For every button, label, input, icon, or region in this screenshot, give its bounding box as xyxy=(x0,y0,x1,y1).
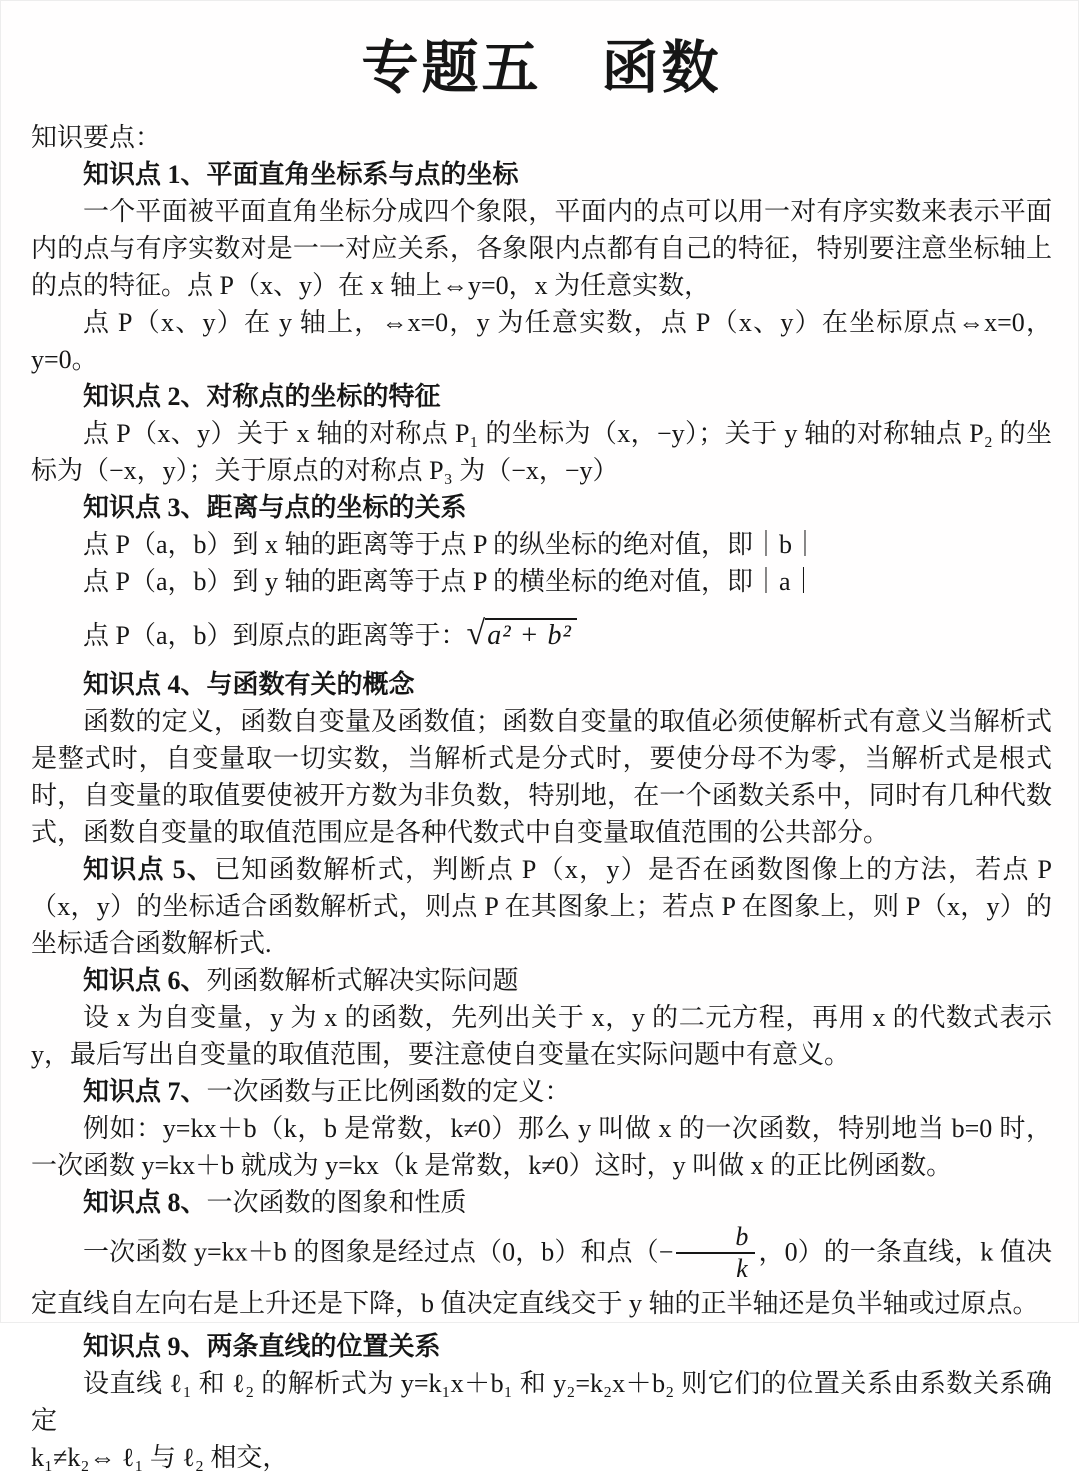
kp4-label: 知识点 4、 xyxy=(83,670,207,700)
kp3-para-2: 点 P（a，b）到 y 轴的距离等于点 P 的横坐标的绝对值，即｜a｜ xyxy=(83,567,817,597)
kp9-label: 知识点 9、 xyxy=(83,1331,207,1361)
kp3-title: 距离与点的坐标的关系 xyxy=(206,493,467,523)
kp5-label: 知识点 5、 xyxy=(83,855,215,885)
kp1-heading xyxy=(31,156,1052,193)
kp4-para-1: 函数的定义，函数自变量及函数值；函数自变量的取值必须使解析式有意义当解析式是整式时，自变量取一切实数，当解析式是分式时，要使分母不为零，当解析式是根式时，自变量的取值要使被开方数为非负数，特别地，在一个函数关系中，同时有几种代数式，函数自变量的取值范围应是各种代数式中自变量取值范围的公共部分。 xyxy=(31,707,1052,848)
kp6-heading xyxy=(31,962,1052,999)
kp2-heading xyxy=(31,378,1052,415)
kp3-label: 知识点 3、 xyxy=(83,493,207,523)
kp9-para-2: k₁≠k₂⇔ ℓ₁ 与 ℓ₂ 相交， xyxy=(31,1442,289,1472)
kp1-title: 平面直角坐标系与点的坐标 xyxy=(206,160,519,190)
kp4-title: 与函数有关的概念 xyxy=(206,670,415,700)
kp2-para-1: 点 P（x、y）关于 x 轴的对称点 P₁ 的坐标为（x，−y）；关于 y 轴的对称轴点 P₂ 的坐标为（−x，y）；关于原点的对称点 P₃ 为（−x，−y） xyxy=(31,419,1052,486)
sqrt-radicand: a² + b² xyxy=(485,618,577,651)
kp8-heading xyxy=(31,1184,1052,1221)
kp3-distance-formula xyxy=(31,612,1052,658)
kp7-label: 知识点 7、 xyxy=(83,1077,207,1107)
fraction-numerator: b xyxy=(676,1223,755,1253)
kp7-heading xyxy=(31,1073,1052,1110)
page-title: 专题五 函数 xyxy=(361,37,722,100)
kp9-heading xyxy=(31,1328,1052,1365)
kp8-text-after: ，0）的一条直线，k 值决定直线自左向右是上升还是下降，b 值决定直线交于 y 轴的正半轴还是负半轴或过原点。 xyxy=(31,1237,1052,1318)
kp5-paragraph xyxy=(31,851,1052,962)
kp9-para-1: 设直线 ℓ₁ 和 ℓ₂ 的解析式为 y=k₁x＋b₁ 和 y₂=k₂x＋b₂ 则它们的位置关系由系数关系确定 xyxy=(31,1368,1052,1435)
sqrt-formula xyxy=(466,615,577,653)
kp1-para-1: 一个平面被平面直角坐标分成四个象限，平面内的点可以用一对有序实数来表示平面内的点与有序实数对是一一对应关系，各象限内点都有自己的特征，特别要注意坐标轴上的点的特征。点 P（x、y）在 x 轴上⇔y=0，x 为任意实数， xyxy=(31,197,1052,301)
sqrt-sign: √ xyxy=(466,615,486,653)
intro-label: 知识要点： xyxy=(31,123,162,153)
kp6-title: 列函数解析式解决实际问题 xyxy=(206,966,519,996)
kp7-title: 一次函数与正比例函数的定义： xyxy=(206,1077,571,1107)
kp2-title: 对称点的坐标的特征 xyxy=(206,382,441,412)
kp2-label: 知识点 2、 xyxy=(83,382,207,412)
kp5-text: 已知函数解析式，判断点 P（x，y）是否在函数图像上的方法，若点 P（x，y）的坐标适合函数解析式，则点 P 在其图象上；若点 P 在图象上，则 P（x，y）的坐标适合函数解析式. xyxy=(31,855,1052,959)
fraction-b-over-k xyxy=(676,1223,755,1282)
kp8-para-1 xyxy=(31,1222,1052,1324)
kp6-para-1: 设 x 为自变量，y 为 x 的函数，先列出关于 x，y 的二元方程，再用 x 的代数式表示 y，最后写出自变量的取值范围，要注意使自变量在实际问题中有意义。 xyxy=(31,1003,1052,1070)
kp3-formula-lead: 点 P（a，b）到原点的距离等于： xyxy=(83,621,467,651)
kp3-para-1: 点 P（a，b）到 x 轴的距离等于点 P 的纵坐标的绝对值，即｜b｜ xyxy=(83,530,818,560)
kp4-heading xyxy=(31,666,1052,703)
kp9-title: 两条直线的位置关系 xyxy=(206,1331,441,1361)
kp8-title: 一次函数的图象和性质 xyxy=(206,1188,467,1218)
kp7-para-1: 例如：y=kx＋b（k，b 是常数，k≠0）那么 y 叫做 x 的一次函数，特别地当 b=0 时，一次函数 y=kx＋b 就成为 y=kx（k 是常数，k≠0）这时，y 叫做 x 的正比例函数。 xyxy=(31,1114,1052,1181)
fraction-denominator: k xyxy=(736,1253,748,1283)
kp8-label: 知识点 8、 xyxy=(83,1188,207,1218)
kp1-para-2: 点 P（x、y）在 y 轴上，⇔x=0，y 为任意实数，点 P（x、y）在坐标原点⇔x=0，y=0。 xyxy=(31,308,1052,375)
kp1-label: 知识点 1、 xyxy=(83,160,207,190)
kp6-label: 知识点 6、 xyxy=(83,966,207,996)
kp8-text-before: 一次函数 y=kx＋b 的图象是经过点（0，b）和点（− xyxy=(83,1237,674,1267)
kp3-heading xyxy=(31,489,1052,526)
